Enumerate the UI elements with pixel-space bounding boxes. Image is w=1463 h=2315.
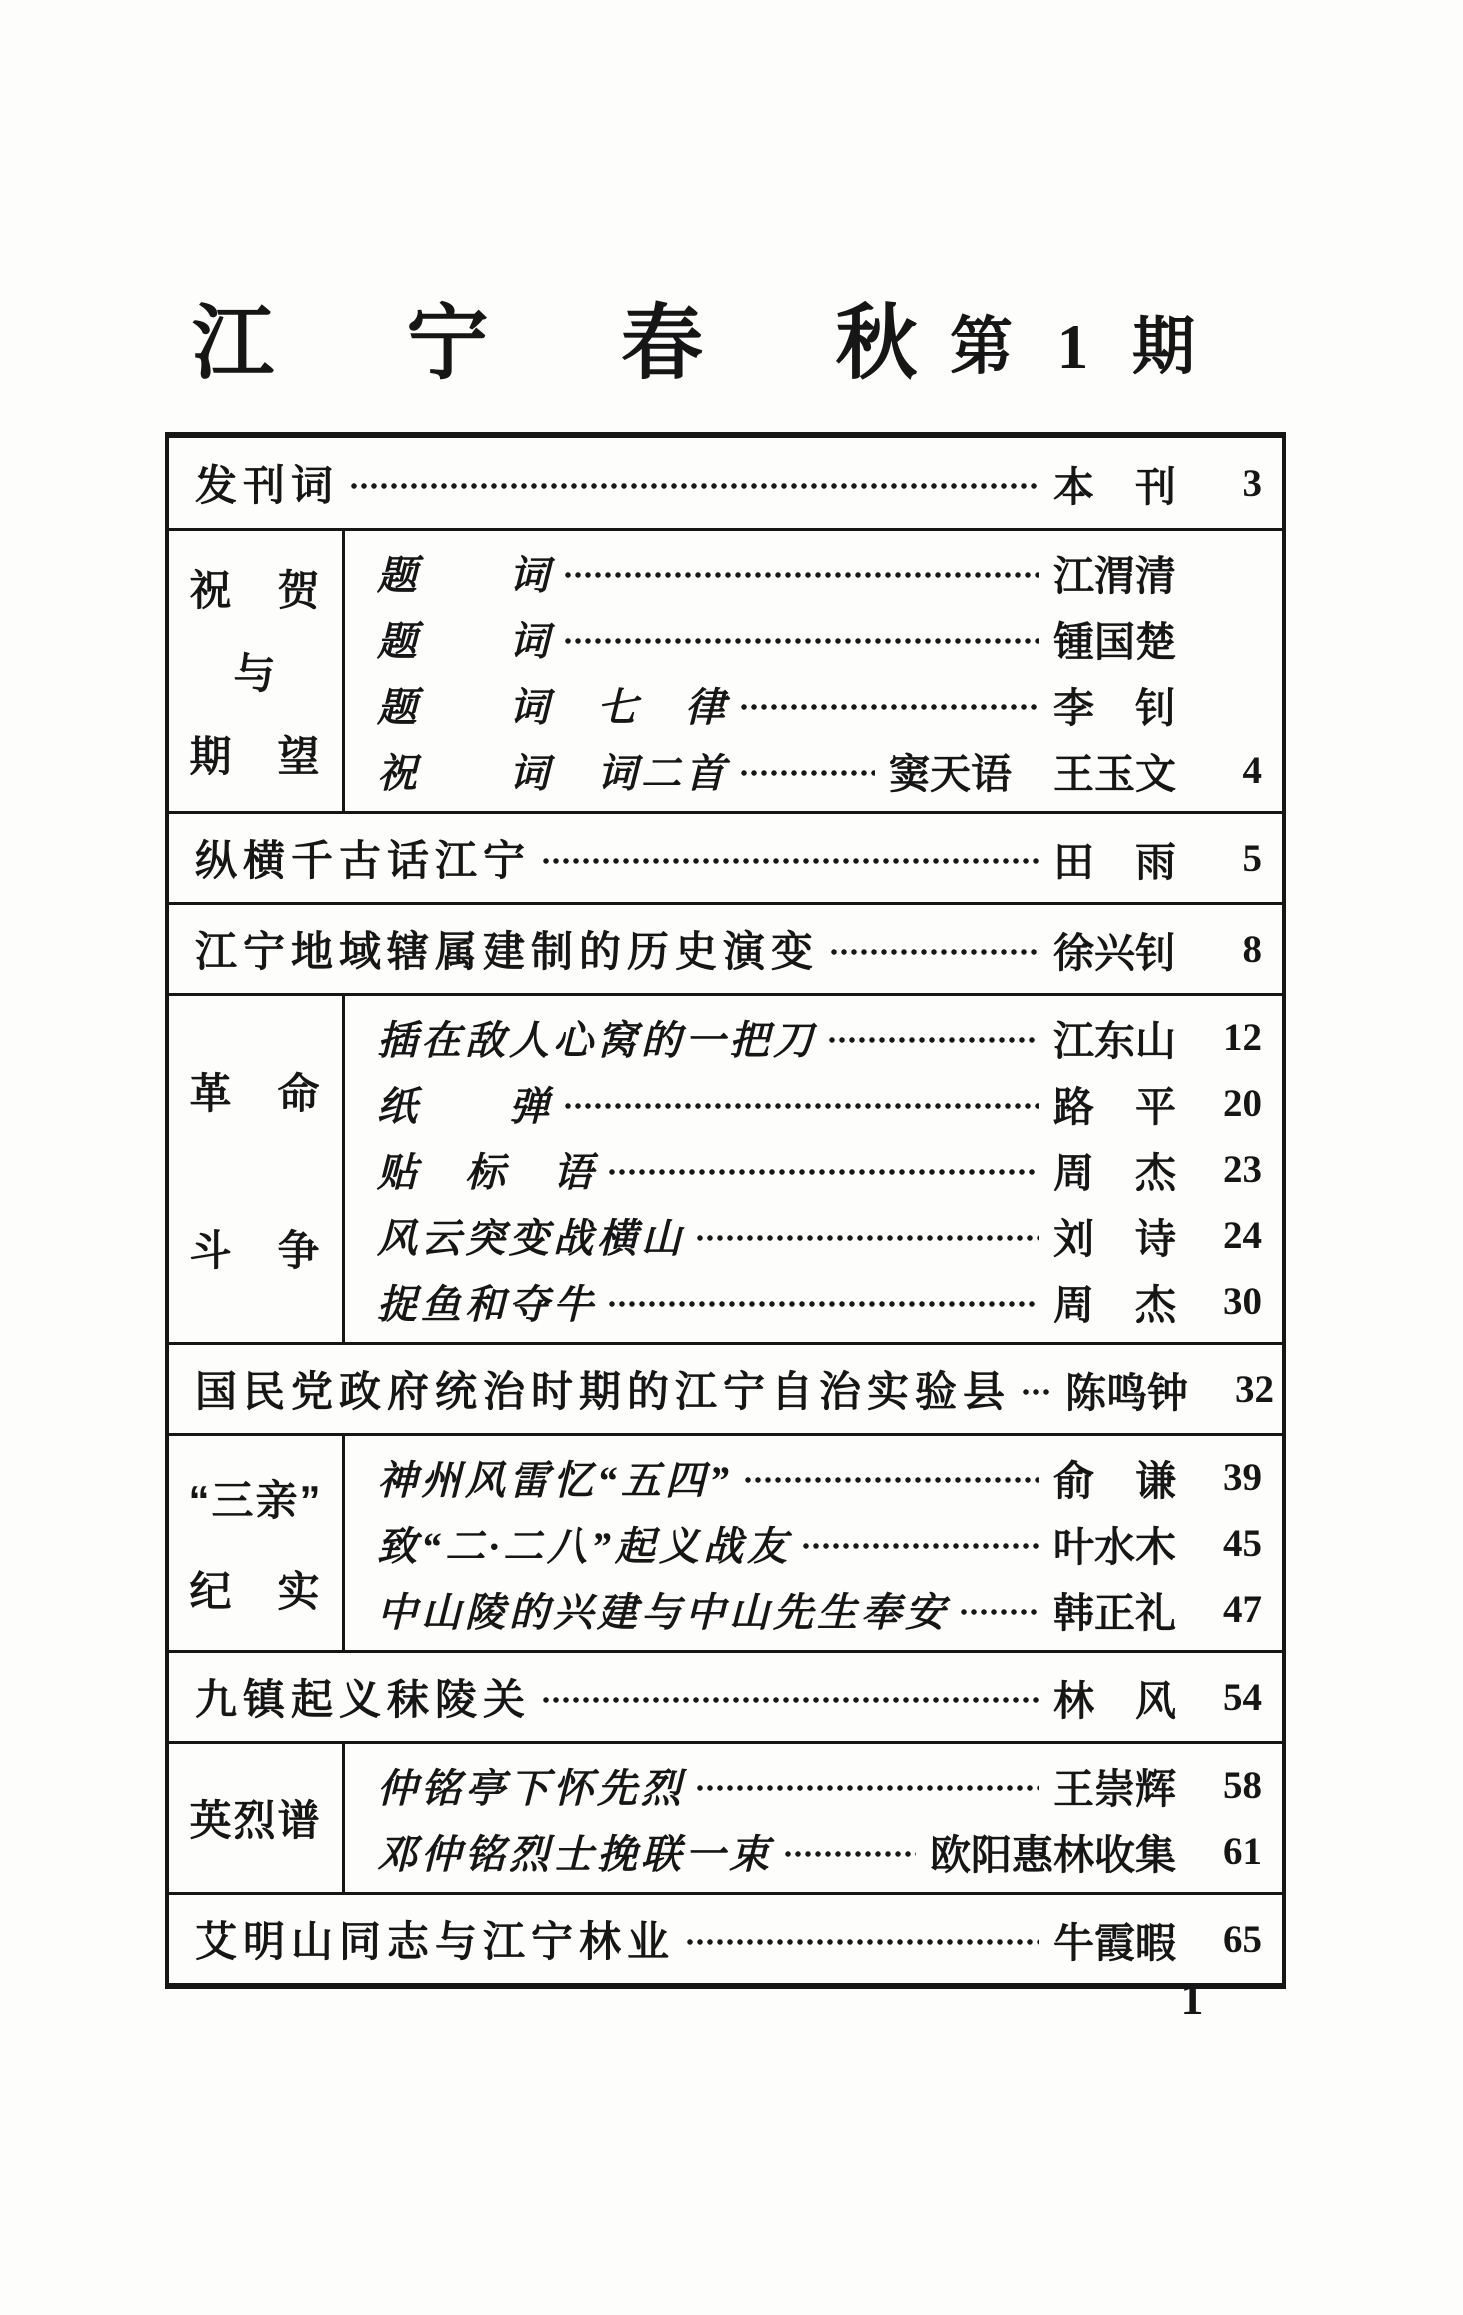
group-items — [345, 1436, 1282, 1650]
entry-title: 题 词 — [377, 618, 553, 664]
group-items — [345, 1744, 1282, 1892]
entry-author: 周 杰 — [1053, 1281, 1176, 1328]
entry-author: 窦天语 王玉文 — [889, 750, 1176, 797]
entry-author: 林 风 — [1053, 1677, 1176, 1724]
entry-page: 20 — [1223, 1081, 1262, 1125]
group-label-line: 纪 实 — [189, 1567, 322, 1615]
entry-author: 王崇辉 — [1053, 1765, 1176, 1812]
entry-author: 徐兴钊 — [1053, 929, 1176, 976]
toc-table — [165, 432, 1286, 1989]
toc-entry — [345, 1070, 1282, 1136]
entry-page: 32 — [1235, 1367, 1275, 1411]
entry-author: 叶水木 — [1053, 1523, 1176, 1570]
group-label-line: “三亲” — [188, 1476, 323, 1524]
entry-title: 贴 标 语 — [377, 1149, 597, 1195]
toc-row — [169, 1650, 1282, 1741]
dot-leader — [1021, 1386, 1051, 1398]
entry-title: 仲铭亭下怀先烈 — [377, 1765, 685, 1811]
group-label-line: 祝 贺 — [189, 567, 322, 615]
entry-author: 本 刊 — [1053, 463, 1176, 510]
toc-entry — [345, 1268, 1282, 1334]
toc-group-row — [169, 528, 1282, 811]
entry-author: 欧阳惠林收集 — [930, 1831, 1176, 1878]
entry-author: 江渭清 — [1053, 552, 1176, 599]
dot-leader — [695, 1232, 1039, 1244]
entry-author: 俞 谦 — [1053, 1457, 1176, 1504]
dot-leader — [563, 1100, 1039, 1112]
entry-author: 李 钊 — [1053, 684, 1176, 731]
issue-number: 第 1 期 — [950, 312, 1209, 382]
entry-page: 54 — [1223, 1675, 1262, 1719]
entry-page: 5 — [1242, 836, 1262, 880]
entry-author: 锺国楚 — [1053, 618, 1176, 665]
group-label — [169, 1744, 345, 1892]
dot-leader — [349, 480, 1039, 492]
entry-title: 艾明山同志与江宁林业 — [195, 1918, 676, 1965]
dot-leader — [739, 767, 875, 779]
toc-entry — [169, 1653, 1282, 1741]
group-label-line: 斗 争 — [189, 1226, 322, 1274]
entry-title: 邓仲铭烈士挽联一束 — [377, 1831, 773, 1877]
toc-entry — [345, 1136, 1282, 1202]
dot-leader — [783, 1848, 916, 1860]
entry-author: 陈鸣钟 — [1065, 1369, 1189, 1416]
entry-title: 纵横千古话江宁 — [195, 837, 532, 884]
entry-page: 61 — [1223, 1829, 1262, 1873]
dot-leader — [695, 1782, 1039, 1794]
entry-page: 23 — [1223, 1147, 1262, 1191]
toc-entry — [345, 737, 1282, 803]
toc-entry — [345, 1510, 1282, 1576]
toc-row — [169, 438, 1282, 528]
entry-title: 插在敌人心窝的一把刀 — [377, 1017, 817, 1063]
entry-page: 58 — [1223, 1763, 1262, 1807]
group-items — [345, 996, 1282, 1342]
dot-leader — [563, 635, 1039, 647]
entry-title: 纸 弹 — [377, 1083, 553, 1129]
entry-title: 国民党政府统治时期的江宁自治实验县 — [195, 1368, 1012, 1415]
dot-leader — [563, 569, 1039, 581]
group-items — [345, 531, 1282, 811]
entry-title: 致“二·二八”起义战友 — [377, 1523, 791, 1569]
toc-entry — [345, 1444, 1282, 1510]
dot-leader — [541, 855, 1039, 867]
entry-page: 65 — [1223, 1917, 1262, 1961]
entry-page: 30 — [1223, 1279, 1262, 1323]
dot-leader — [739, 701, 1039, 713]
entry-page: 4 — [1242, 748, 1262, 792]
toc-row — [169, 902, 1282, 993]
toc-entry — [345, 1202, 1282, 1268]
toc-entry — [345, 605, 1282, 671]
toc-entry — [345, 1576, 1282, 1642]
entry-title: 题 词 七 律 — [377, 684, 729, 730]
toc-entry — [169, 439, 1282, 527]
entry-title: 捉鱼和夺牛 — [377, 1281, 597, 1327]
entry-title: 祝 词 词二首 — [377, 750, 729, 796]
dot-leader — [607, 1298, 1039, 1310]
folio-page-number: 1 — [1180, 1973, 1204, 2024]
dot-leader — [685, 1936, 1039, 1948]
entry-page: 3 — [1242, 461, 1262, 505]
publication-title: 江 宁 春 秋 — [192, 298, 974, 389]
toc-group-row — [169, 1433, 1282, 1650]
group-label-line: 与 — [233, 649, 278, 697]
toc-entry — [345, 1004, 1282, 1070]
toc-entry — [169, 1345, 1282, 1433]
toc-entry — [345, 671, 1282, 737]
entry-title: 中山陵的兴建与中山先生奉安 — [377, 1589, 949, 1635]
toc-entry — [169, 905, 1282, 993]
dot-leader — [743, 1474, 1039, 1486]
toc-group-row — [169, 993, 1282, 1342]
toc-entry — [169, 1895, 1282, 1983]
entry-page: 45 — [1223, 1521, 1262, 1565]
toc-row — [169, 1342, 1282, 1433]
entry-author: 刘 诗 — [1053, 1215, 1176, 1262]
group-label — [169, 1436, 345, 1650]
entry-title: 发刊词 — [195, 462, 340, 509]
entry-page: 39 — [1223, 1455, 1262, 1499]
dot-leader — [829, 946, 1039, 958]
toc-row — [169, 811, 1282, 902]
entry-author: 周 杰 — [1053, 1149, 1176, 1196]
entry-page: 47 — [1223, 1587, 1262, 1631]
entry-author: 路 平 — [1053, 1083, 1176, 1130]
dot-leader — [959, 1606, 1039, 1618]
toc-group-row — [169, 1741, 1282, 1892]
entry-author: 田 雨 — [1053, 838, 1176, 885]
group-label — [169, 531, 345, 811]
toc-entry — [345, 1818, 1282, 1884]
toc-entry — [345, 539, 1282, 605]
entry-title: 题 词 — [377, 552, 553, 598]
entry-author: 韩正礼 — [1053, 1589, 1176, 1636]
dot-leader — [607, 1166, 1039, 1178]
entry-page: 12 — [1223, 1015, 1262, 1059]
entry-page: 24 — [1223, 1213, 1262, 1257]
dot-leader — [801, 1540, 1039, 1552]
toc-row — [169, 1892, 1282, 1983]
toc-entry — [169, 814, 1282, 902]
dot-leader — [827, 1034, 1039, 1046]
entry-title: 风云突变战横山 — [377, 1215, 685, 1261]
group-label-line: 英烈谱 — [189, 1797, 322, 1844]
toc-entry — [345, 1752, 1282, 1818]
group-label-line: 期 望 — [189, 732, 322, 780]
dot-leader — [541, 1694, 1039, 1706]
entry-title: 神州风雷忆“五四” — [377, 1457, 733, 1503]
entry-page: 8 — [1242, 927, 1262, 971]
entry-author: 江东山 — [1053, 1017, 1176, 1064]
group-label-line: 革 命 — [189, 1069, 322, 1117]
entry-author: 牛霞暇 — [1053, 1919, 1176, 1966]
entry-title: 江宁地域辖属建制的历史演变 — [195, 928, 820, 975]
entry-title: 九镇起义秣陵关 — [195, 1676, 532, 1723]
group-label — [169, 996, 345, 1342]
